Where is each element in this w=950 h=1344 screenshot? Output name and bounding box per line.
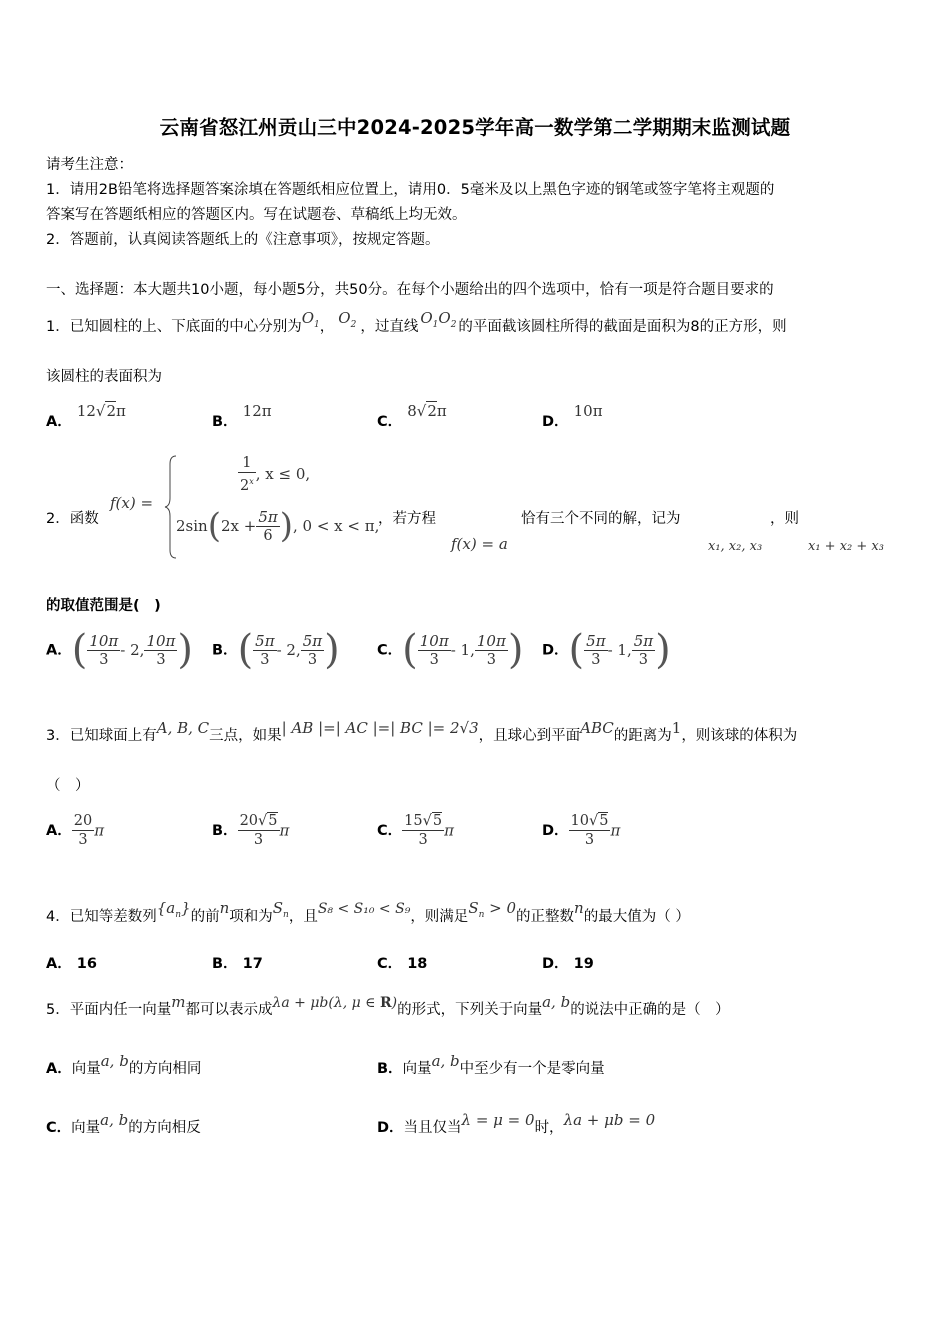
q2-roots: x₁, x₂, x₃	[708, 539, 763, 554]
q2-intro	[46, 507, 99, 528]
q2-option-c[interactable]: C．( $\frac{10\pi}{3}$ - 1, $\frac{10\pi}{3}$ )	[377, 627, 524, 673]
q2-case-1	[238, 454, 310, 495]
q3-option-d[interactable]: D． $\frac{10√5}{3}$ π	[542, 813, 621, 848]
q1-o1o2: $O_1O_2$	[420, 309, 457, 330]
q4-option-b[interactable]: B． 17	[212, 956, 263, 972]
q3-b-den: 3	[253, 832, 264, 848]
q4-sum: $S_n$	[272, 899, 289, 920]
q5-option-d[interactable]: D．当且仅当λ = μ = 0时，λa + μb = 0	[377, 1111, 656, 1136]
q1-text-3: 的平面截该圆柱所得的截面是面积为8的正方形，则	[458, 319, 787, 335]
q5-m: m	[171, 993, 186, 1011]
question-1	[46, 309, 787, 338]
q3-d-pi: π	[610, 821, 621, 840]
q2-number: 2．	[46, 511, 70, 527]
q3-plane: ABC	[580, 719, 614, 737]
q3-b-pi: π	[279, 821, 290, 840]
q2-equation: f(x) = a	[451, 535, 508, 553]
q1-comma: ，	[319, 319, 335, 335]
q3-abc: A, B, C	[156, 719, 210, 737]
q1-number: 1．	[46, 319, 70, 335]
q2-case2-cond: , 0 < x < π,	[292, 517, 380, 535]
q1-option-b[interactable]: B． 12π	[212, 402, 272, 430]
q2-a-n1: 10π	[89, 631, 119, 650]
q3-text-4: 的距离为	[613, 728, 672, 744]
q3-text-1: 已知球面上有	[69, 728, 157, 744]
q2-case2-frac-den: 6	[263, 527, 273, 544]
q1-option-d[interactable]: D． 10π	[542, 402, 603, 430]
q3-text-3: ，且球心到平面	[478, 728, 581, 744]
q4-option-d[interactable]: D． 19	[542, 956, 594, 972]
q4-text-3: 项和为	[229, 909, 273, 925]
q2-a-d2: 3	[156, 651, 166, 668]
q2-case1-den: 2$^x$	[240, 477, 254, 494]
q3-text-5: ，则该球的体积为	[681, 728, 798, 744]
question-5	[46, 993, 730, 1019]
q2-text-4: ，则	[770, 511, 799, 527]
notice-line-1b: 答案写在答题纸相应的答题区内。写在试题卷、草稿纸上均无效。	[46, 207, 467, 223]
q4-text-7: 的最大值为（ ）	[583, 909, 690, 925]
q4-number: 4．	[46, 909, 70, 925]
q3-option-b[interactable]: B． $\frac{20√5}{3}$ π	[212, 813, 290, 848]
q5-text-4: 的说法中正确的是（ ）	[570, 1002, 730, 1018]
q3-a-num: 20	[73, 813, 93, 829]
q1-text-2: ，过直线	[360, 319, 419, 335]
q3-text-2: 三点，如果	[209, 728, 282, 744]
q2-text-1: 函数	[69, 511, 99, 527]
q2-d-mid: - 1,	[607, 641, 632, 659]
q2-c-n2: 10π	[476, 631, 506, 650]
q4-text-6: 的正整数	[516, 909, 575, 925]
q3-d-den: 3	[584, 832, 595, 848]
q2-b-mid: - 2,	[276, 641, 301, 659]
q2-d-d1: 3	[591, 651, 601, 668]
q5-text-1: 平面内任一向量	[69, 1002, 172, 1018]
q2-a-mid: - 2,	[120, 641, 145, 659]
q2-case1-cond: , x ≤ 0,	[255, 464, 311, 483]
q5-option-b[interactable]: B．向量a, b中至少有一个是零向量	[377, 1052, 605, 1077]
q3-c-den: 3	[418, 832, 428, 848]
q4-text-2: 的前	[190, 909, 220, 925]
q2-d-d2: 3	[638, 651, 649, 668]
q3-option-c[interactable]: C． $\frac{15√5}{3}$ π	[377, 813, 454, 848]
q1-option-a-value: 12√2π	[76, 402, 126, 420]
q2-option-d[interactable]: D．( $\frac{5\pi}{3}$ - 1, $\frac{5\pi}{3}$ )	[542, 627, 671, 673]
q3-a-den: 3	[78, 832, 88, 848]
q4-option-c[interactable]: C． 18	[377, 956, 428, 972]
q1-option-a[interactable]: A． 12√2π	[46, 402, 126, 430]
q4-option-a-value: 16	[76, 956, 97, 972]
q2-d-n2: 5π	[633, 631, 654, 650]
notice-heading: 请考生注意：	[46, 157, 133, 173]
q2-text-2: ，若方程	[378, 511, 436, 527]
notice-line-2: 2．答题前，认真阅读答题纸上的《注意事项》，按规定答题。	[46, 232, 440, 248]
q5-text-2: 都可以表示成	[185, 1002, 273, 1018]
notice-line-1a: 1．请用2B铅笔将选择题答案涂填在答题纸相应位置上，请用0．5毫米及以上黑色字迹的钢笔或签字笔将主观题的	[46, 182, 775, 198]
q4-n2: n	[574, 899, 584, 917]
q2-option-a[interactable]: A．( $\frac{10\pi}{3}$ - 2, $\frac{10\pi}{3}$ )	[46, 627, 194, 673]
q2-a-n2: 10π	[146, 631, 176, 650]
q2-option-b[interactable]: B．( $\frac{5\pi}{3}$ - 2, $\frac{5\pi}{3}$ )	[212, 627, 340, 673]
q4-n: n	[219, 899, 230, 917]
q3-paren: （ ）	[46, 778, 90, 794]
q2-a-d1: 3	[99, 651, 109, 668]
q3-distance: 1	[671, 719, 682, 737]
q1-o2: $O_2$	[338, 309, 357, 330]
q2-text-5: 的取值范围是( )	[46, 598, 161, 614]
q2-d-n1: 5π	[586, 631, 606, 650]
q5-text-3: 的形式，下列关于向量	[397, 1002, 543, 1018]
q1-option-c-value: 8√2π	[407, 402, 447, 420]
q2-b-d2: 3	[307, 651, 318, 668]
q2-c-mid: - 1,	[450, 641, 475, 659]
q3-number: 3．	[46, 728, 70, 744]
page-title: 云南省怒江州贡山三中2024-2025学年高一数学第二学期期末监测试题	[159, 116, 791, 139]
q4-option-c-value: 18	[407, 956, 428, 972]
q4-inequality: S₈ < S₁₀ < S₉	[317, 901, 411, 917]
q3-condition: | AB |=| AC |=| BC |= 2√3	[281, 719, 479, 737]
q3-d-num: 10√5	[570, 813, 609, 829]
q1-text-4: 该圆柱的表面积为	[46, 369, 162, 385]
q2-sum: x₁ + x₂ + x₃	[808, 539, 884, 554]
question-3	[46, 719, 798, 745]
q2-case-2: 2sin(2x + $\frac{5\pi}{6}$ ), 0 < x < π,	[176, 506, 380, 546]
q1-option-b-value: 12π	[242, 402, 272, 420]
q2-text-3: 恰有三个不同的解，记为	[521, 511, 681, 527]
q4-text-5: ，则满足	[410, 909, 469, 925]
q2-b-n1: 5π	[255, 631, 275, 650]
q2-case2-frac-num: 5π	[258, 507, 278, 526]
q5-ab: a, b	[542, 993, 571, 1011]
q2-b-n2: 5π	[302, 631, 323, 650]
q4-condition: $S_n > 0$	[468, 899, 517, 920]
q2-b-d1: 3	[260, 651, 270, 668]
q1-text-1: 已知圆柱的上、下底面的中心分别为	[69, 319, 302, 335]
q4-option-a[interactable]: A． 16	[46, 956, 97, 972]
q4-option-b-value: 17	[242, 956, 263, 972]
q3-b-num: 20√5	[239, 813, 278, 829]
q2-c-n1: 10π	[419, 631, 449, 650]
q5-expression: λa + μb(λ, μ ∈ R)	[272, 995, 398, 1011]
q4-sequence: $\{a_n\}$	[156, 899, 191, 920]
q4-option-d-value: 19	[573, 956, 594, 972]
q1-option-d-value: 10π	[573, 402, 603, 420]
q2-c-d2: 3	[486, 651, 496, 668]
q4-text-1: 已知等差数列	[69, 909, 157, 925]
section-heading: 一、选择题：本大题共10小题，每小题5分，共50分。在每个小题给出的四个选项中，恰有一项是符合题目要求的	[46, 282, 774, 298]
q3-c-num: 15√5	[404, 813, 443, 829]
q4-text-4: ，且	[288, 909, 318, 925]
q5-number: 5．	[46, 1002, 70, 1018]
q1-o1: $O_1$	[301, 309, 320, 330]
q2-c-d1: 3	[429, 651, 439, 668]
q3-a-pi: π	[94, 821, 105, 840]
q2-fx: f(x) =	[110, 494, 154, 512]
question-4	[46, 899, 690, 928]
q2-case1-num: 1	[238, 454, 256, 473]
q3-c-pi: π	[444, 821, 454, 840]
q2-case2-sin: 2sin	[176, 517, 208, 535]
q5-option-a[interactable]: A．向量a, b的方向相同	[46, 1052, 202, 1077]
q2-case2-arg: 2x +	[220, 517, 257, 535]
q3-option-a[interactable]: A． $\frac{20}{3}$ π	[46, 813, 105, 848]
q5-option-c[interactable]: C．向量a, b的方向相反	[46, 1111, 201, 1136]
q1-option-c[interactable]: C． 8√2π	[377, 402, 447, 430]
